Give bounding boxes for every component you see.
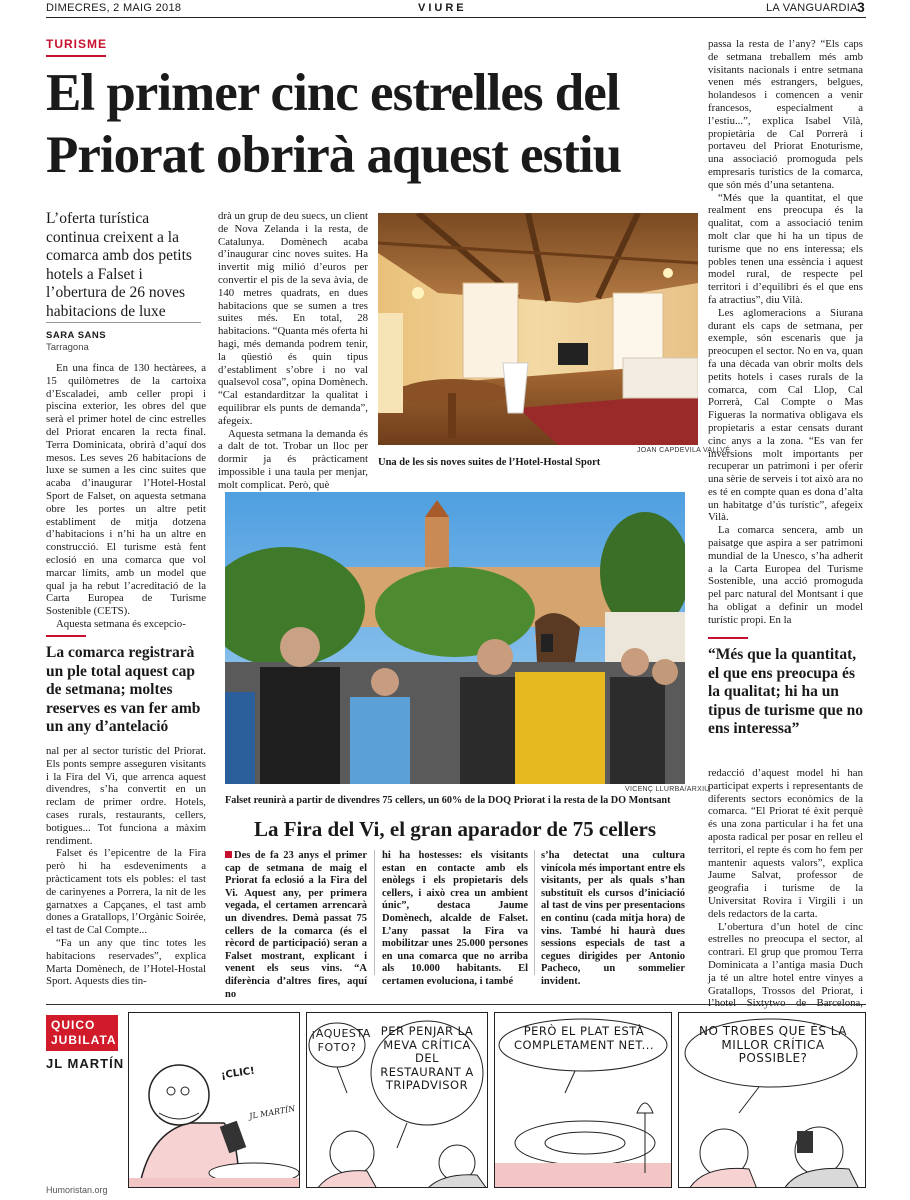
byline-author: SARA SANS [46,330,107,341]
section-kicker: TURISME [46,37,107,51]
page-number: 3 [857,0,865,15]
comic-title-line-1: QUICO [51,1018,96,1032]
suite-photo-credit: JOAN CAPDEVILA VALLVÉ [637,447,731,454]
comic-title-line-2: JUBILATA [51,1033,117,1047]
comic-panel-1-drawing [129,1013,300,1188]
column-2-top [218,210,368,492]
column-1-bottom [46,745,206,988]
column-3-top [708,38,863,627]
paragraph: drà un grup de deu suecs, un client de Nova Zelanda i la resta, de Catalunya. Domènech acaba d’inaugurar cinc noves suites. Ha invertit mig milió d’euros per convertir el pis de la seva àvia, de 140 metres quadrats, en dues habitacions que se sumen a tres suites més. En total, 28 habitacions. “Quanta més oferta hi hagi, més demanda podrem tenir, la qüestió és quin tipus d’establiment s’obre i no val qualsevol cosa”, opina Domènech. “Cal estandarditzar la qualitat i equilibrar els punts de demanda”, afegeix. [218,210,368,427]
artist-signature: JL MARTÍN [248,1104,296,1121]
headline-line-1: El primer cinc estrelles del [46,64,620,122]
fira-photo-credit: VICENÇ LLURBA/ARXIU [625,786,710,793]
comic-panel-2 [306,1012,488,1188]
box-divider [534,850,535,975]
standfirst-divider [46,322,201,323]
box-title: La Fira del Vi, el gran aparador de 75 cellers [253,817,657,841]
headline-line-2: Priorat obrirà aquest estiu [46,126,622,184]
paragraph: En una finca de 130 hectàrees, a 15 quilòmetres de la cartoixa d’Escaladei, amb celler propi i piscina exterior, les obres del que serà el primer hotel de cinc estrelles del Priorat encaren la recta final. Terra Dominicata, obrirà d’aquí dos mesos. Les seves 26 habitacions de luxe se sumen a les cinc suites que acaba d’inaugurar l’Hotel-Hostal Sport de Falset, on aquesta setmana obre les portes un altre petit establiment de mitja dotzena d’habitacions i n’hi ha un altre en construcció. El turisme està fent eclosió en una comarca que vol marcar límits, amb un model que qual ja ha rebut l’acreditació de la Carta Europea de Turisme Sostenible (CETS). [46,362,206,618]
bullet-icon [225,851,232,858]
suite-photo-caption: Una de les sis noves suites de l’Hotel-Hostal Sport [378,457,601,468]
comic-top-rule [46,1004,866,1005]
comic-panel-1 [128,1012,300,1188]
camera-click-sfx: ¡CLIC! [220,1065,256,1082]
paragraph: Aquesta setmana és excepcio- [56,617,186,630]
comic-title [46,1015,118,1051]
speech-bubble-3: PERÒ EL PLAT ESTÀ COMPLETAMENT NET... [513,1024,655,1052]
speech-bubble-2: PER PENJAR LA MEVA CRÍTICA DEL RESTAURANT A TRIPADVISOR [380,1024,474,1092]
paragraph [708,921,863,1023]
box-column-1-text: Des de fa 23 anys el primer cap de setmana de maig el Priorat fa eclosió a la Fira del Vi. Aquest any, per primera vegada, el certamen arrencarà un divendres. Demà passat 75 cellers de la comarca (és el rècord de participació) seran a Falset mostrant, explicant i venent els seus vins. “A diferència d’altres fires, aquí no [225,850,367,1000]
box-divider [374,850,375,975]
fira-photo-caption: Falset reunirà a partir de divendres 75 cellers, un 60% de la DOQ Priorat i la resta de la DO Montsant [225,795,671,806]
speech-bubble-1: ¡AQUESTA FOTO? [311,1027,371,1054]
paragraph: passa la resta de l’any? “Els caps de setmana treballem més amb visitants nacionals i entre setmana venen més estrangers, belgues, holandesos i comencen a venir francesos, especialment a l’estiu...”, explica Isabel Vilà, propietària de Cal Porrerà i portaveu del Priorat Enoturisme, una associació promoguda pels empresaris turístics de la comarca, que són més d’una setantena. [708,38,863,191]
box-column-1 [225,850,367,1001]
pull-quote-left: La comarca registrarà un ple total aquest cap de setmana; moltes reserves es van fer amb un any d’antelació [46,644,201,735]
kicker-underline [46,55,106,57]
column-1-top [46,362,206,631]
pull-quote-right: “Més que la quantitat, el que ens preocupa és la qualitat; hi ha un tipus de turisme que no ens interessa” [708,646,864,737]
comic-panel-3 [494,1012,672,1188]
header-rule [46,17,866,18]
wine-fair-crowd-image [225,492,685,784]
paragraph: redacció d’aquest model hi han participat experts i representants de diferents sectors econòmics de la comarca. “El Priorat té èxit perquè és una zona particular i ha fet una aposta radical per posar en relleu el territori, el repte és com ho fem per mantenir aquests valors”, explica Jaume Salvat, professor de geografia i turisme de la Universitat Rovira i Virgili i un dels redactors de la carta. [708,767,863,920]
column-3-bottom [708,767,863,1023]
paragraph-text: L’obertura d’un hotel de cinc estrelles no preocupa el sector, al contrari. El grup que promou Terra Dominicata a l’antiga masia Duch ja té un altre hotel entre vinyes a Gratallops, Trossos del Priorat, i [708,920,863,997]
pull-quote-rule [46,635,86,637]
header-newspaper: LA VANGUARDIA [766,2,858,14]
paragraph: Falset és l’epicentre de la Fira però hi ha esdeveniments a pràcticament tots els pobles: el tast de carinyenes a Porrera, la nit de les garnatxes a Capçanes, el tast amb dones a Gratallops, l’Orgànic Soirée, el tast de Cal Compte... [46,847,206,937]
paragraph: Aquesta setmana la demanda és a dalt de tot. Trobar un lloc per dormir ja és pràcticament impossible i una taula per menjar, molt complicat. Però, què [218,427,368,491]
comic-author: JL MARTÍN [46,1056,125,1071]
fira-photo [225,492,685,784]
paragraph: “Fa un any que tinc totes les habitacions reservades”, explica Marta Domènech, de l’Hotel-Hostal Sport. Aquests dies tin- [46,936,206,988]
pull-quote-rule [708,637,748,639]
header-section: VIURE [418,2,467,14]
comic-panel-4 [678,1012,866,1188]
speech-bubble-4: NO TROBES QUE ÉS LA MILLOR CRÍTICA POSSIBLE? [699,1024,847,1065]
standfirst: L’oferta turística continua creixent a la comarca amb dos petits hotels a Falset i l’obertura de 26 noves habitacions de luxe [46,210,192,320]
suite-photo [378,213,698,445]
paragraph: La comarca sencera, amb un paisatge que aspira a ser patrimoni mundial de la Unesco, s’ha adherit a la Carta Europea del Turisme Sostenible, una acció promoguda pel parc natural del Montsant i que ha obligat a definir un model turístic propi. En la [708,524,863,626]
box-column-3: s’ha detectat una cultura vinícola més important entre els visitants, per als quals s’han substituït els cursos d’iniciació al tast de vins per presentacions en continu (cada mitja hora) de vins. També hi haurà dues sessions especials de tast a cegues dirigides per Antonio Pacheco, un sommelier invident. [541,850,685,987]
headline [46,62,746,186]
header-date: DIMECRES, 2 MAIG 2018 [46,2,182,14]
byline-location: Tarragona [46,342,89,353]
box-column-2: hi ha hostesses: els visitants estan en contacte amb els enòlegs i els propietaris dels cellers, i això crea un ambient únic”, destaca Jaume Domènech, alcalde de Falset. L’any passat la Fira va mobilitzar unes 25.000 persones en una comarca que no arriba als 10.000 habitants. El certamen evoluciona, i també [382,850,528,987]
paragraph: “Més que la quantitat, el que realment ens preocupa és la qualitat, com a associació tenim molt clar que hi ha un tipus de turisme que no ens interessa; els pobles tenen una essència i aquest model rural, de respecte pel territori i d’equilibri és el que ens fa atractius”, diu Vilà. [708,191,863,306]
paragraph: nal per al sector turístic del Priorat. Els ponts sempre asseguren visitants i la Fira del Vi, que arrenca aquest divendres, s’ha convertit en un reclam de primer ordre. Hotels, cases rurals, restaurants, cellers, botigues... Tot funciona a màxim rendiment. [46,745,206,847]
paragraph: Les aglomeracions a Siurana durant els caps de setmana, per exemple, són escenaris que ja preocupen el sector. No en va, quan fa una dècada van obrir molts dels petits hotels i cases rurals de la comarca, com Cal Llop, Cal Porrerà, Cal Compte o Mas Figueras la normativa obligava els propietaris a estar censats durant cinc anys a la zona. “Es van fer inversions molt importants per recuperar un patrimoni i per oferir una sèrie de serveis i tot això ara no es té en compte quan es dona d’alta un habitatge d’ús turístic”, afegeix Vilà. [708,306,863,524]
hotel-suite-image [378,213,698,445]
comic-watermark: Humoristan.org [46,1185,108,1195]
